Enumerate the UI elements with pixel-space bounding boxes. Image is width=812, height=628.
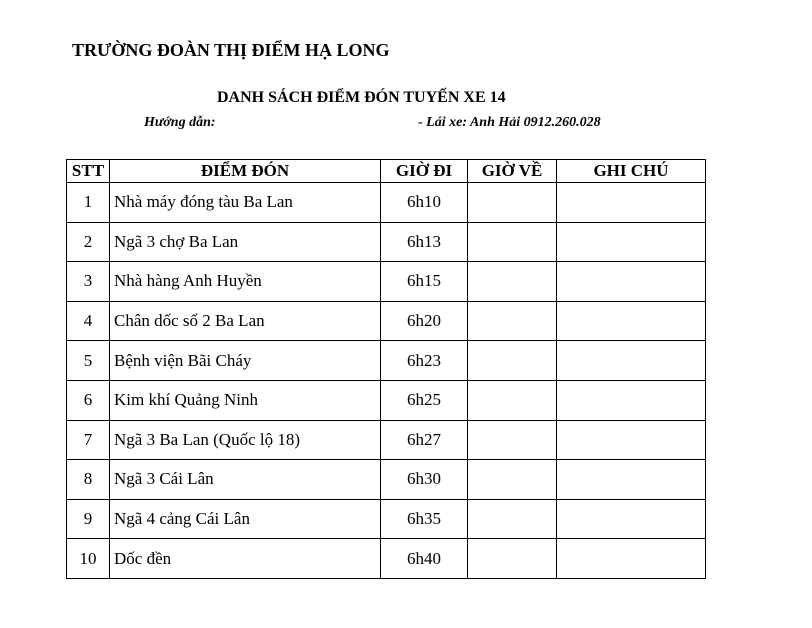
row-depart-time: 6h30 [381,460,468,500]
pickup-table [66,159,706,579]
table-row [67,499,706,539]
row-note [557,460,706,500]
school-name: TRƯỜNG ĐOÀN THỊ ĐIỂM HẠ LONG [72,40,390,60]
row-return-time [468,420,557,460]
row-note [557,539,706,579]
row-depart-time: 6h20 [381,301,468,341]
row-depart-time: 6h15 [381,262,468,302]
row-return-time [468,222,557,262]
row-depart-time: 6h23 [381,341,468,381]
table-row [67,539,706,579]
row-place: Kim khí Quảng Ninh [110,380,381,420]
table-row [67,222,706,262]
row-place: Bệnh viện Bãi Cháy [110,341,381,381]
row-return-time [468,539,557,579]
table-row [67,341,706,381]
guide-label: Hướng dẫn: [144,115,216,130]
table-header-row [67,160,706,183]
row-return-time [468,460,557,500]
row-stt: 8 [67,460,110,500]
row-place: Ngã 3 Ba Lan (Quốc lộ 18) [110,420,381,460]
row-return-time [468,499,557,539]
row-place: Ngã 4 cảng Cái Lân [110,499,381,539]
row-depart-time: 6h25 [381,380,468,420]
row-note [557,183,706,223]
row-stt: 1 [67,183,110,223]
row-place: Dốc đền [110,539,381,579]
row-stt: 6 [67,380,110,420]
row-note [557,499,706,539]
row-note [557,380,706,420]
row-place: Ngã 3 Cái Lân [110,460,381,500]
row-stt: 2 [67,222,110,262]
column-header-depart: GIỜ ĐI [381,160,468,183]
row-place: Ngã 3 chợ Ba Lan [110,222,381,262]
column-header-stt: STT [67,160,110,183]
column-header-return: GIỜ VỀ [468,160,557,183]
row-place: Nhà hàng Anh Huyền [110,262,381,302]
row-depart-time: 6h27 [381,420,468,460]
row-note [557,222,706,262]
row-stt: 5 [67,341,110,381]
column-header-place: ĐIỂM ĐÓN [110,160,381,183]
row-note [557,420,706,460]
row-return-time [468,262,557,302]
row-stt: 3 [67,262,110,302]
row-place: Nhà máy đóng tàu Ba Lan [110,183,381,223]
table-row [67,460,706,500]
table-row [67,420,706,460]
row-place: Chân dốc số 2 Ba Lan [110,301,381,341]
driver-info: - Lái xe: Anh Hải 0912.260.028 [418,115,601,130]
row-stt: 4 [67,301,110,341]
row-depart-time: 6h10 [381,183,468,223]
row-depart-time: 6h13 [381,222,468,262]
row-note [557,301,706,341]
table-row [67,380,706,420]
row-stt: 10 [67,539,110,579]
table-row [67,262,706,302]
document-title: DANH SÁCH ĐIỂM ĐÓN TUYẾN XE 14 [217,89,506,106]
row-return-time [468,301,557,341]
row-return-time [468,183,557,223]
row-return-time [468,341,557,381]
table-row [67,183,706,223]
row-stt: 9 [67,499,110,539]
row-note [557,341,706,381]
row-return-time [468,380,557,420]
column-header-note: GHI CHÚ [557,160,706,183]
row-depart-time: 6h40 [381,539,468,579]
row-note [557,262,706,302]
row-stt: 7 [67,420,110,460]
row-depart-time: 6h35 [381,499,468,539]
table-row [67,301,706,341]
